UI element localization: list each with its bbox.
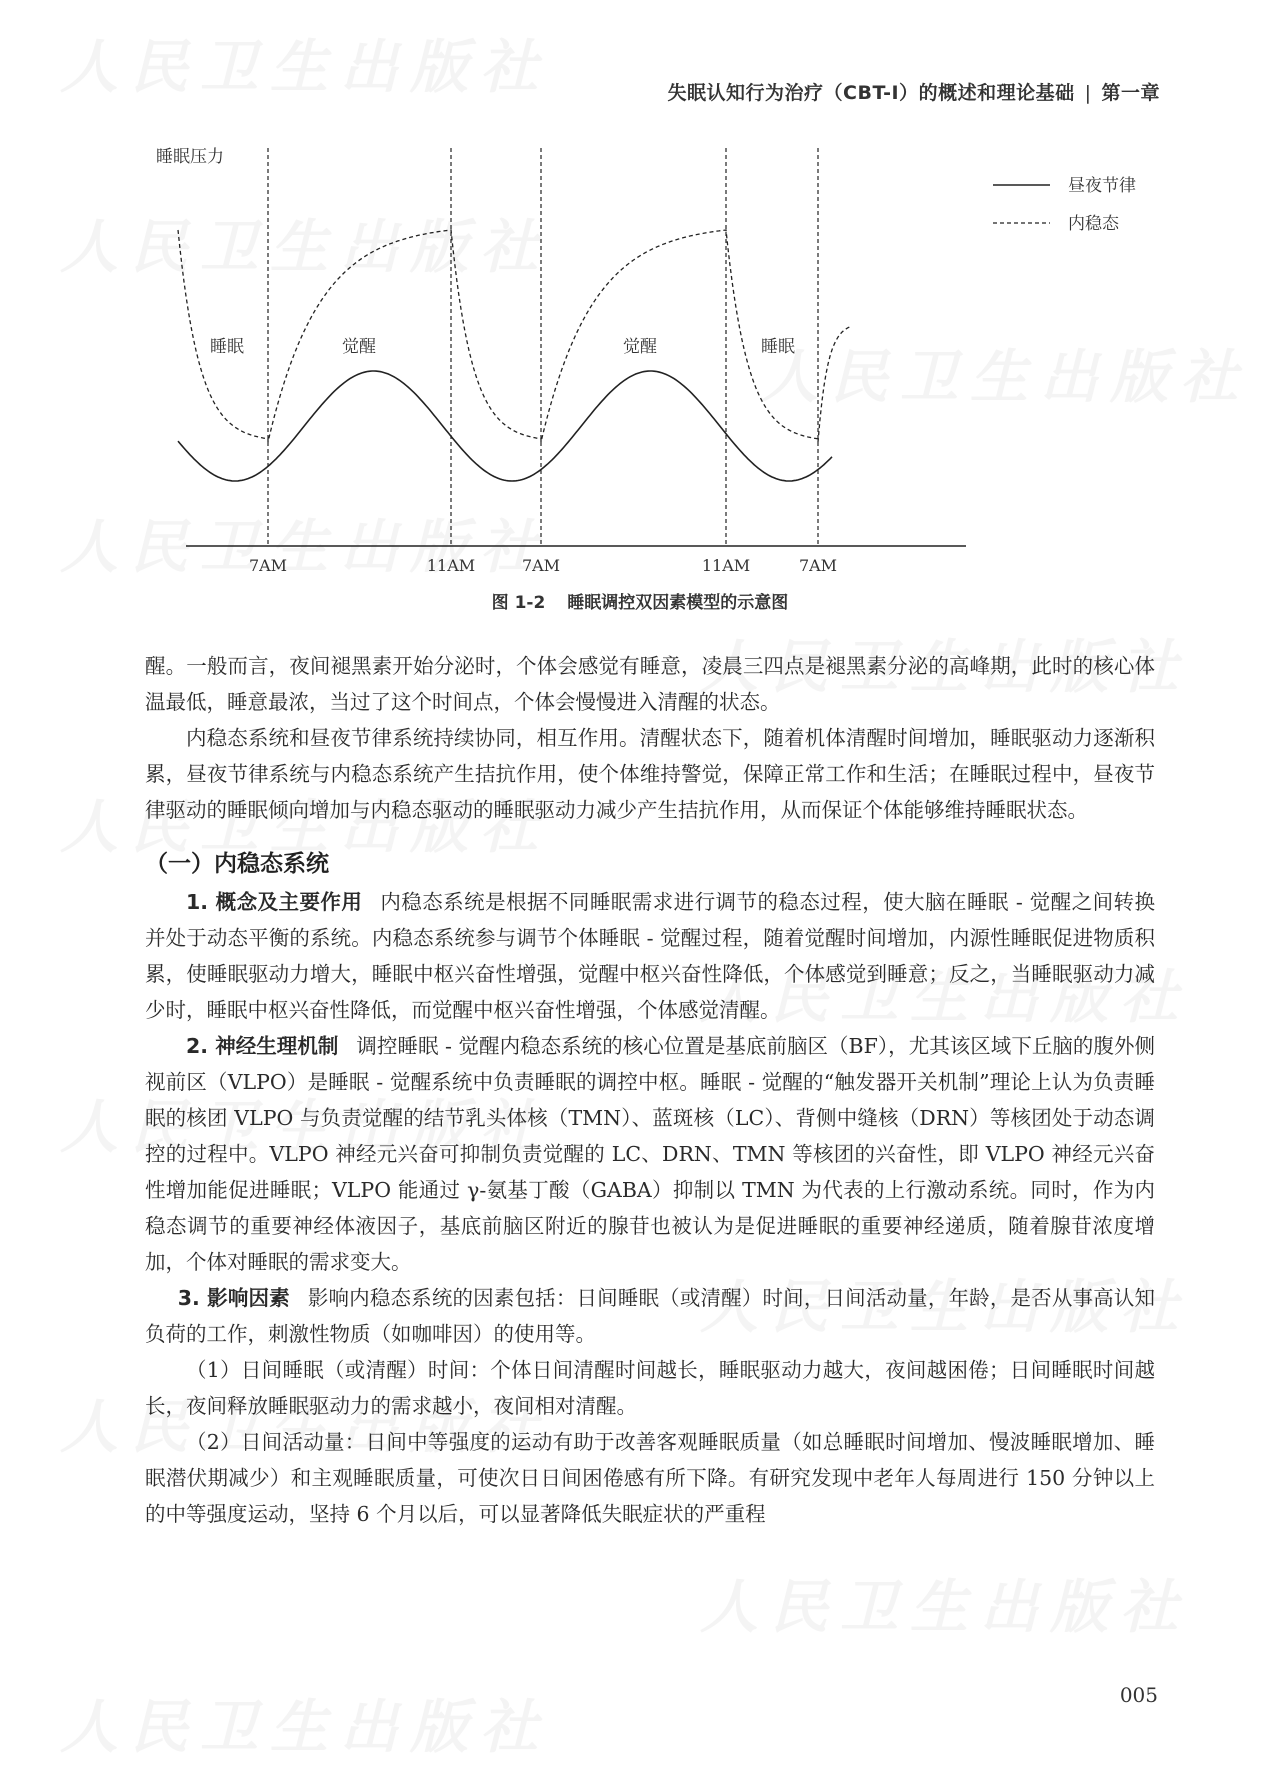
list-item: （1）日间睡眠（或清醒）时间：个体日间清醒时间越长，睡眠驱动力越大，夜间越困倦；日间睡眠时间越长，夜间释放睡眠驱动力的需求越小，夜间相对清醒。 [145, 1358, 1155, 1418]
legend [993, 176, 1136, 234]
region-label: 觉醒 [623, 337, 657, 357]
figure-number: 图 1-2 [491, 593, 546, 613]
figure-caption-text: 睡眠调控双因素模型的示意图 [567, 593, 789, 613]
x-tick-label: 7AM [248, 556, 288, 575]
watermark [60, 1680, 550, 1764]
header-separator: | [1084, 82, 1092, 104]
x-tick-label: 7AM [798, 556, 838, 575]
x-tick-label: 7AM [521, 556, 561, 575]
header-title: 失眠认知行为治疗（CBT-I）的概述和理论基础 [667, 82, 1075, 104]
y-axis-label: 睡眠压力 [156, 147, 224, 167]
paragraph: 内稳态系统是根据不同睡眠需求进行调节的稳态过程，使大脑在睡眠 - 觉醒之间转换并处于动态平衡的系统。内稳态系统参与调节个体睡眠 - 觉醒过程，随着觉醒时间增加，内源性睡眠促进物质积累，使睡眠驱动力增大，睡眠中枢兴奋性增强，觉醒中枢兴奋性降低，个体感觉到睡意；反之，当睡眠驱动力减少时，睡眠中枢兴奋性降低，而觉醒中枢兴奋性增强，个体感觉清醒。 [145, 890, 1155, 1022]
figure-caption [0, 588, 1280, 613]
body-text [145, 648, 1155, 1532]
section-heading: （一）内稳态系统 [145, 851, 329, 877]
watermark [700, 1560, 1190, 1644]
region-label: 觉醒 [342, 337, 376, 357]
subsection-lead: 1. 概念及主要作用 [186, 890, 363, 914]
legend-dashed-label: 内稳态 [1068, 214, 1119, 234]
running-header [668, 78, 1160, 105]
chart-svg [140, 130, 1180, 620]
legend-solid-label: 昼夜节律 [1068, 176, 1136, 196]
region-label: 睡眠 [210, 337, 244, 357]
homeostatic-line [178, 230, 852, 442]
paragraph: 影响内稳态系统的因素包括：日间睡眠（或清醒）时间，日间活动量，年龄，是否从事高认知负荷的工作，刺激性物质（如咖啡因）的使用等。 [145, 1286, 1155, 1346]
two-process-model-figure [140, 130, 1180, 620]
subsection-lead: 3. 影响因素 [177, 1286, 290, 1310]
paragraph: 调控睡眠 - 觉醒内稳态系统的核心位置是基底前脑区（BF），尤其该区域下丘脑的腹外侧视前区（VLPO）是睡眠 - 觉醒系统中负责睡眠的调控中枢。睡眠 - 觉醒的“触发器开关机制”理论上认为负责睡眠的核团 VLPO 与负责觉醒的结节乳头体核（TMN）、蓝斑核（LC）、背侧中缝核（DRN）等核团处于动态调控的过程中。VLPO 神经元兴奋可抑制负责觉醒的 LC、DRN、TMN 等核团的兴奋性，即 VLPO 神经元兴奋性增加能促进睡眠；VLPO 能通过 γ-氨基丁酸（GABA）抑制以 TMN 为代表的上行激动系统。同时，作为内稳态调节的重要神经体液因子，基底前脑区附近的腺苷也被认为是促进睡眠的重要神经递质，随着腺苷浓度增加，个体对睡眠的需求变大。 [145, 1034, 1155, 1274]
x-tick-label: 11AM [426, 556, 476, 575]
x-tick-label: 11AM [701, 556, 751, 575]
paragraph: 醒。一般而言，夜间褪黑素开始分泌时，个体会感觉有睡意，凌晨三四点是褪黑素分泌的高峰期，此时的核心体温最低，睡意最浓，当过了这个时间点，个体会慢慢进入清醒的状态。 [145, 654, 1155, 714]
circadian-rhythm-line [178, 371, 832, 481]
list-item: （2）日间活动量：日间中等强度的运动有助于改善客观睡眠质量（如总睡眠时间增加、慢波睡眠增加、睡眠潜伏期减少）和主观睡眠质量，可使次日日间困倦感有所下降。有研究发现中老年人每周进行 150 分钟以上的中等强度运动，坚持 6 个月以后，可以显著降低失眠症状的严重程 [145, 1430, 1155, 1526]
header-chapter: 第一章 [1101, 82, 1160, 104]
page-number: 005 [1119, 1683, 1158, 1707]
paragraph: 内稳态系统和昼夜节律系统持续协同，相互作用。清醒状态下，随着机体清醒时间增加，睡眠驱动力逐渐积累，昼夜节律系统与内稳态系统产生拮抗作用，使个体维持警觉，保障正常工作和生活；在睡眠过程中，昼夜节律驱动的睡眠倾向增加与内稳态驱动的睡眠驱动力减少产生拮抗作用，从而保证个体能够维持睡眠状态。 [145, 726, 1155, 822]
watermark [60, 20, 550, 104]
subsection-lead: 2. 神经生理机制 [186, 1034, 339, 1058]
region-label: 睡眠 [761, 337, 795, 357]
